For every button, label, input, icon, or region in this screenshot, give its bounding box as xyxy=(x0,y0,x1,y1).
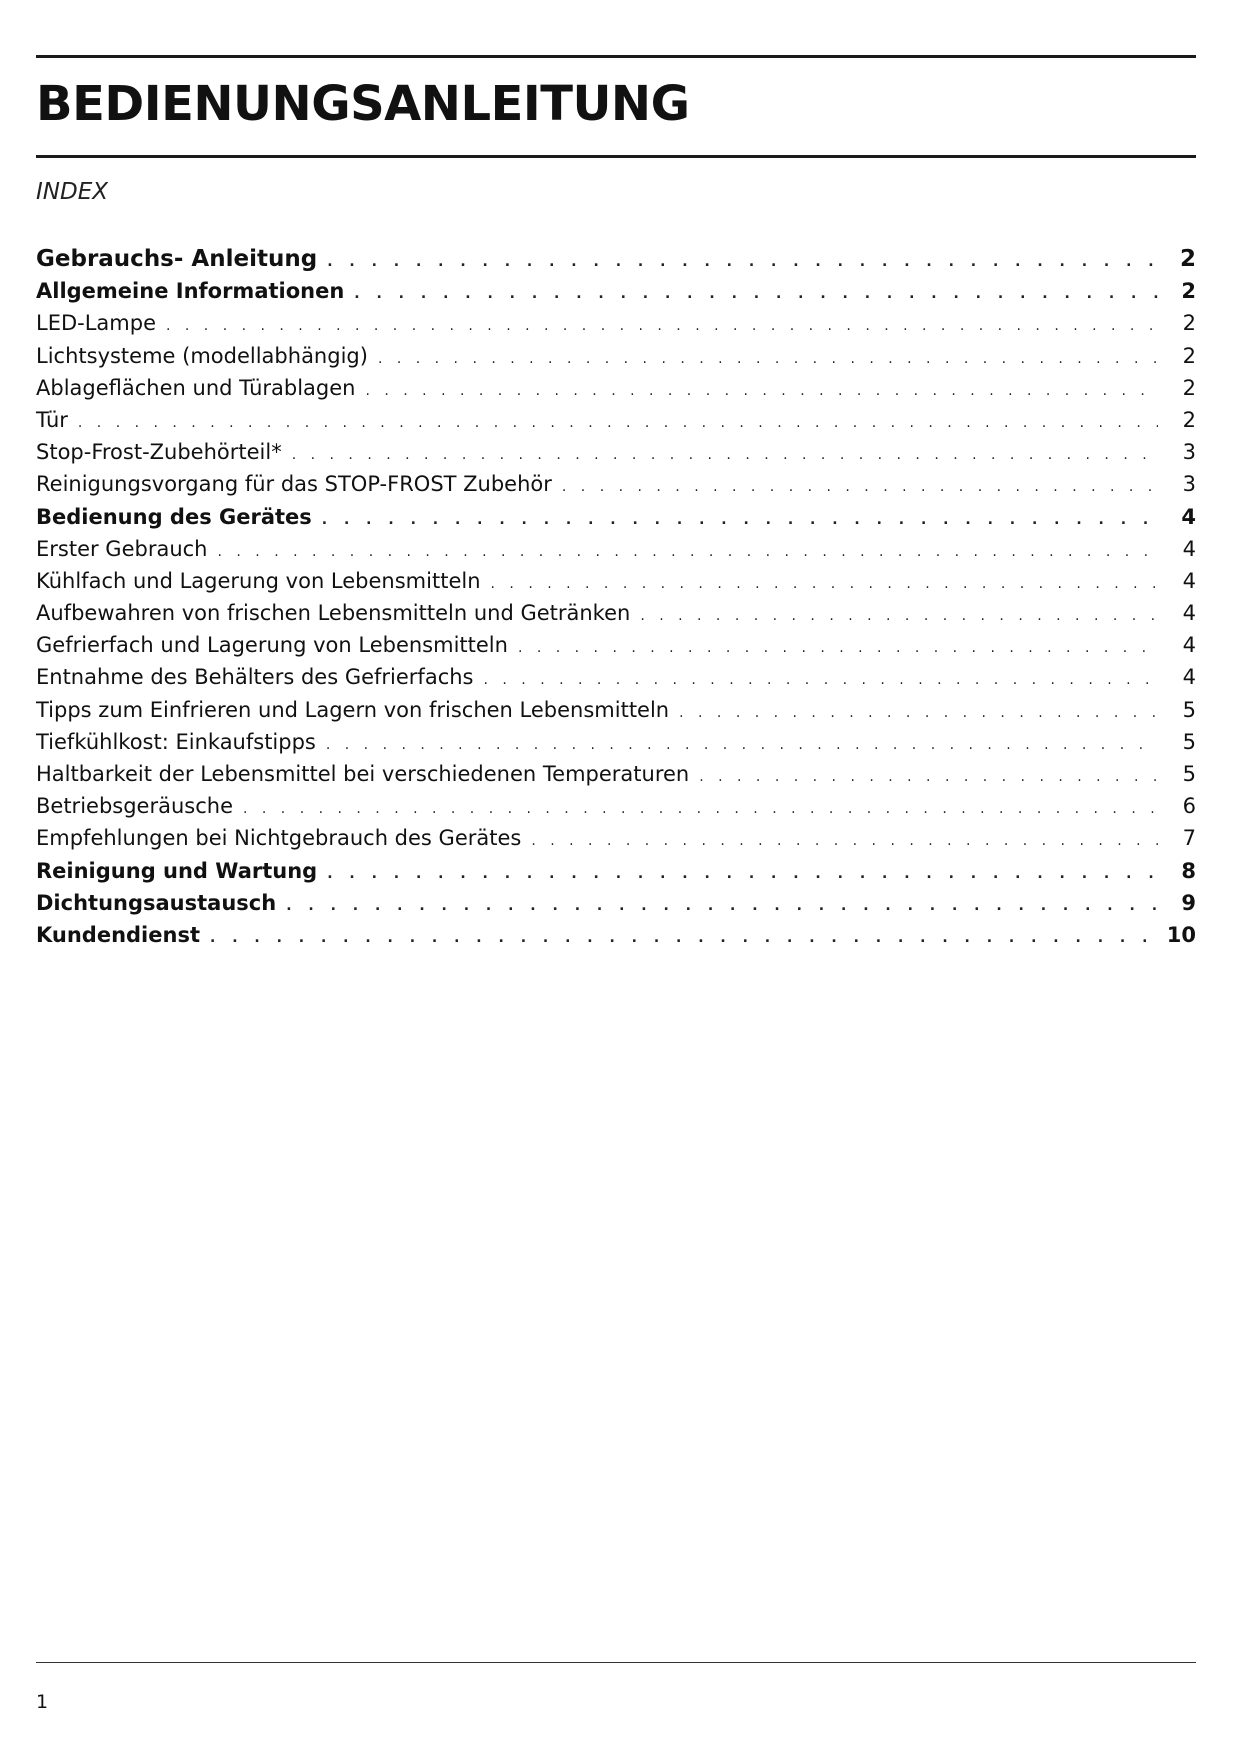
toc-entry[interactable] xyxy=(36,919,1196,951)
toc-dot-leader xyxy=(354,275,1158,310)
toc-entry[interactable] xyxy=(36,533,1196,565)
toc-entry-page: 2 xyxy=(1182,311,1196,336)
toc-entry-page: 3 xyxy=(1182,440,1196,465)
toc-entry-page: 2 xyxy=(1179,246,1196,272)
toc-entry-page: 2 xyxy=(1182,343,1196,368)
toc-entry-page: 10 xyxy=(1166,922,1196,947)
toc-entry-title: Dichtungsaustausch xyxy=(36,890,277,915)
toc-entry-page: 4 xyxy=(1182,601,1196,626)
toc-entry[interactable] xyxy=(36,275,1196,307)
toc-entry-page: 2 xyxy=(1182,375,1196,400)
toc-entry-page: 5 xyxy=(1182,697,1196,722)
toc-dot-leader xyxy=(326,726,1158,761)
toc-dot-leader xyxy=(327,855,1158,890)
toc-dot-leader xyxy=(243,790,1158,825)
toc-entry[interactable] xyxy=(36,372,1196,404)
toc-entry-page: 3 xyxy=(1182,472,1196,497)
toc-dot-leader xyxy=(491,565,1158,600)
toc-entry[interactable] xyxy=(36,468,1196,500)
toc-dot-leader xyxy=(562,468,1158,503)
toc-dot-leader xyxy=(218,533,1159,568)
toc-entry[interactable] xyxy=(36,243,1196,275)
toc-dot-leader xyxy=(322,501,1158,536)
toc-dot-leader xyxy=(518,629,1158,664)
toc-entry-title: Gebrauchs- Anleitung xyxy=(36,246,318,272)
toc-dot-leader xyxy=(210,919,1157,954)
toc-dot-leader xyxy=(166,307,1158,342)
toc-entry-title: Entnahme des Behälters des Gefrierfachs xyxy=(36,665,474,690)
toc-entry[interactable] xyxy=(36,340,1196,372)
toc-entry-page: 6 xyxy=(1182,794,1196,819)
toc-entry-title: Aufbewahren von frischen Lebensmitteln und Getränken xyxy=(36,601,631,626)
toc-entry[interactable] xyxy=(36,887,1196,919)
toc-entry-title: Ablageflächen und Türablagen xyxy=(36,375,356,400)
toc-entry-title: Gefrierfach und Lagerung von Lebensmitteln xyxy=(36,633,508,658)
toc-entry-page: 4 xyxy=(1182,633,1196,658)
toc-entry-page: 5 xyxy=(1182,729,1196,754)
toc-entry-page: 4 xyxy=(1181,504,1196,529)
toc-entry[interactable] xyxy=(36,436,1196,468)
toc-entry-page: 2 xyxy=(1181,279,1196,304)
toc-dot-leader xyxy=(699,758,1158,793)
table-of-contents xyxy=(36,243,1196,951)
toc-entry-page: 4 xyxy=(1182,536,1196,561)
toc-entry[interactable] xyxy=(36,758,1196,790)
toc-entry-title: Reinigung und Wartung xyxy=(36,858,318,883)
toc-dot-leader xyxy=(327,243,1158,278)
toc-dot-leader xyxy=(378,340,1158,375)
toc-dot-leader xyxy=(484,661,1159,696)
toc-entry[interactable] xyxy=(36,307,1196,339)
toc-dot-leader xyxy=(640,597,1158,632)
toc-entry[interactable] xyxy=(36,404,1196,436)
toc-entry-page: 8 xyxy=(1181,858,1196,883)
toc-entry-page: 4 xyxy=(1182,665,1196,690)
toc-entry-title: Erster Gebrauch xyxy=(36,536,208,561)
toc-entry[interactable] xyxy=(36,565,1196,597)
toc-entry-title: Kühlfach und Lagerung von Lebensmitteln xyxy=(36,568,481,593)
toc-entry[interactable] xyxy=(36,855,1196,887)
toc-dot-leader xyxy=(78,404,1158,439)
toc-entry-title: Tipps zum Einfrieren und Lagern von frischen Lebensmitteln xyxy=(36,697,670,722)
toc-entry[interactable] xyxy=(36,790,1196,822)
toc-dot-leader xyxy=(531,822,1158,857)
toc-entry-page: 2 xyxy=(1182,407,1196,432)
toc-dot-leader xyxy=(286,887,1158,922)
toc-entry-page: 5 xyxy=(1182,762,1196,786)
toc-entry[interactable] xyxy=(36,629,1196,661)
index-label: INDEX xyxy=(36,179,108,205)
toc-entry-title: Allgemeine Informationen xyxy=(36,279,345,304)
toc-entry-title: Tiefkühlkost: Einkaufstipps xyxy=(36,729,316,754)
toc-entry-title: Haltbarkeit der Lebensmittel bei verschiedenen Temperaturen xyxy=(36,762,690,786)
toc-dot-leader xyxy=(365,372,1158,407)
toc-entry-title: Betriebsgeräusche xyxy=(36,794,233,819)
toc-entry[interactable] xyxy=(36,726,1196,758)
top-rule xyxy=(36,55,1196,58)
toc-entry-title: Stop-Frost-Zubehörteil* xyxy=(36,440,282,465)
toc-entry-title: Kundendienst xyxy=(36,922,200,947)
document-title: BEDIENUNGSANLEITUNG xyxy=(36,76,690,132)
toc-entry-page: 4 xyxy=(1182,568,1196,593)
toc-entry[interactable] xyxy=(36,501,1196,533)
page-number: 1 xyxy=(36,1691,49,1713)
toc-entry-title: Reinigungsvorgang für das STOP-FROST Zubehör xyxy=(36,472,552,497)
toc-entry[interactable] xyxy=(36,822,1196,854)
toc-entry-title: Tür xyxy=(36,407,68,432)
toc-dot-leader xyxy=(292,436,1158,471)
toc-entry-page: 9 xyxy=(1181,890,1196,915)
toc-entry-title: Bedienung des Gerätes xyxy=(36,504,312,529)
toc-entry-title: Lichtsysteme (modellabhängig) xyxy=(36,343,368,368)
toc-entry-page: 7 xyxy=(1182,826,1196,851)
toc-entry-title: Empfehlungen bei Nichtgebrauch des Gerätes xyxy=(36,826,522,851)
title-rule xyxy=(36,155,1196,158)
toc-dot-leader xyxy=(679,694,1158,729)
toc-entry[interactable] xyxy=(36,661,1196,693)
toc-entry[interactable] xyxy=(36,694,1196,726)
toc-entry[interactable] xyxy=(36,597,1196,629)
toc-entry-title: LED-Lampe xyxy=(36,311,156,336)
footer-rule xyxy=(36,1662,1196,1663)
